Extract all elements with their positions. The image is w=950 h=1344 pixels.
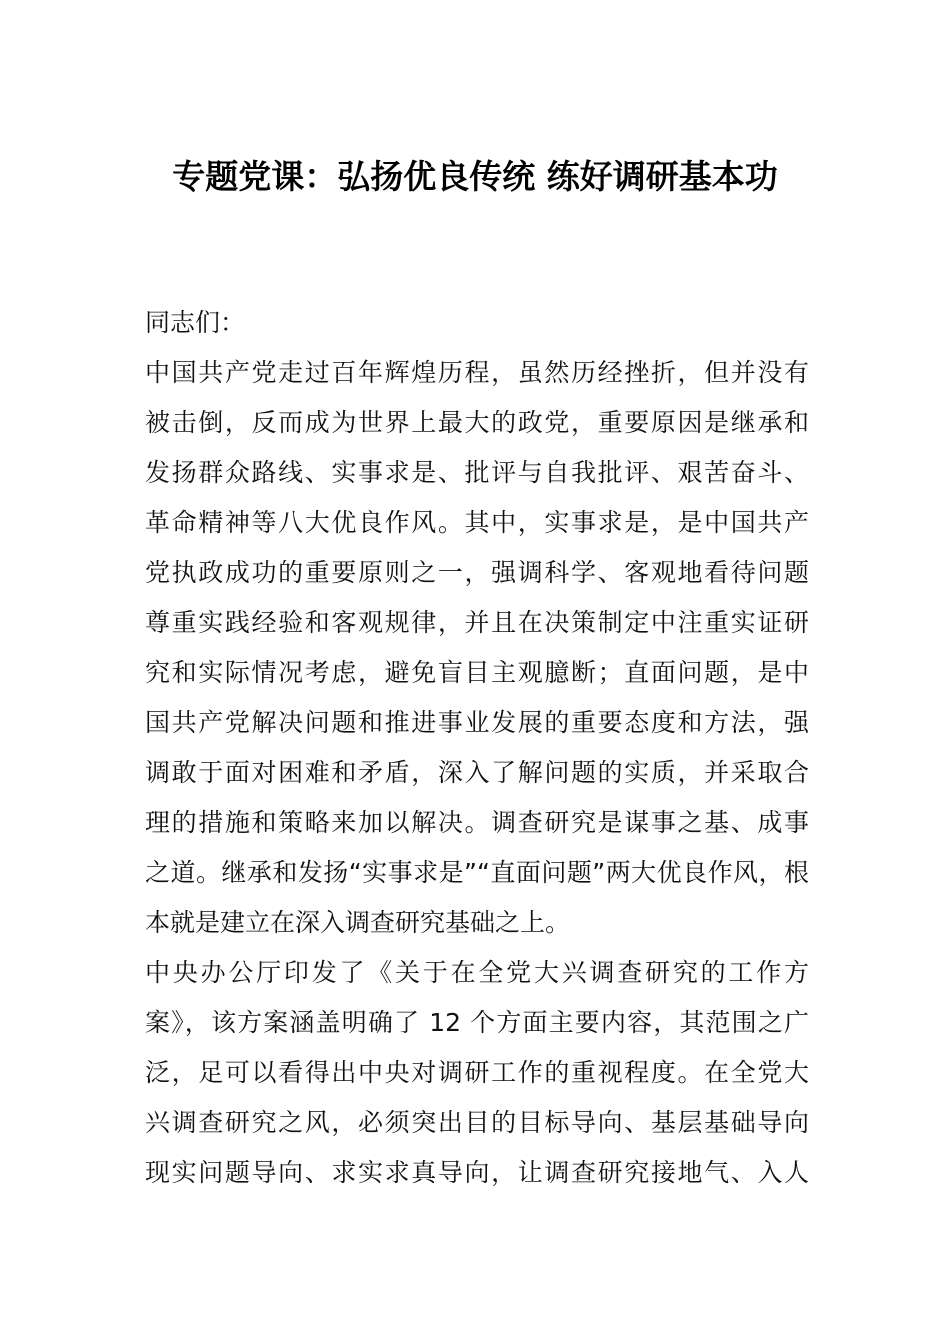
text-line: 国共产党解决问题和推进事业发展的重要态度和方法，强: [145, 708, 809, 737]
text-line: 发扬群众路线、实事求是、批评与自我批评、艰苦奋斗、: [145, 458, 809, 487]
text-line: 理的措施和策略来加以解决。调查研究是谋事之基、成事: [145, 808, 809, 837]
document-body: [145, 298, 809, 1198]
text-line: 泛，足可以看得出中央对调研工作的重视程度。在全党大: [145, 1058, 809, 1087]
text-line: 之道。继承和发扬“实事求是”“直面问题”两大优良作风，根: [145, 858, 809, 887]
text-line: 被击倒，反而成为世界上最大的政党，重要原因是继承和: [145, 408, 809, 437]
text-line: 党执政成功的重要原则之一，强调科学、客观地看待问题: [145, 558, 809, 587]
text-line: 现实问题导向、求实求真导向，让调查研究接地气、入人: [145, 1158, 809, 1187]
text-line: 本就是建立在深入调查研究基础之上。: [145, 908, 571, 937]
text-line: 中央办公厅印发了《关于在全党大兴调查研究的工作方: [145, 958, 809, 987]
salutation: [145, 298, 809, 348]
document-title: 专题党课：弘扬优良传统 练好调研基本功: [172, 157, 778, 196]
text-line: 尊重实践经验和客观规律，并且在决策制定中注重实证研: [145, 608, 809, 637]
text-line: 同志们：: [145, 308, 246, 337]
paragraph-2: [145, 948, 809, 1198]
text-line: 革命精神等八大优良作风。其中，实事求是，是中国共产: [145, 508, 809, 537]
paragraph-1: [145, 348, 809, 948]
text-line: 调敢于面对困难和矛盾，深入了解问题的实质，并采取合: [145, 758, 809, 787]
text-line: 兴调查研究之风，必须突出目的目标导向、基层基础导向: [145, 1108, 809, 1137]
text-line: 案》，该方案涵盖明确了 12 个方面主要内容，其范围之广: [145, 1008, 809, 1037]
text-line: 究和实际情况考虑，避免盲目主观臆断；直面问题，是中: [145, 658, 809, 687]
text-line: 中国共产党走过百年辉煌历程，虽然历经挫折，但并没有: [145, 358, 809, 387]
